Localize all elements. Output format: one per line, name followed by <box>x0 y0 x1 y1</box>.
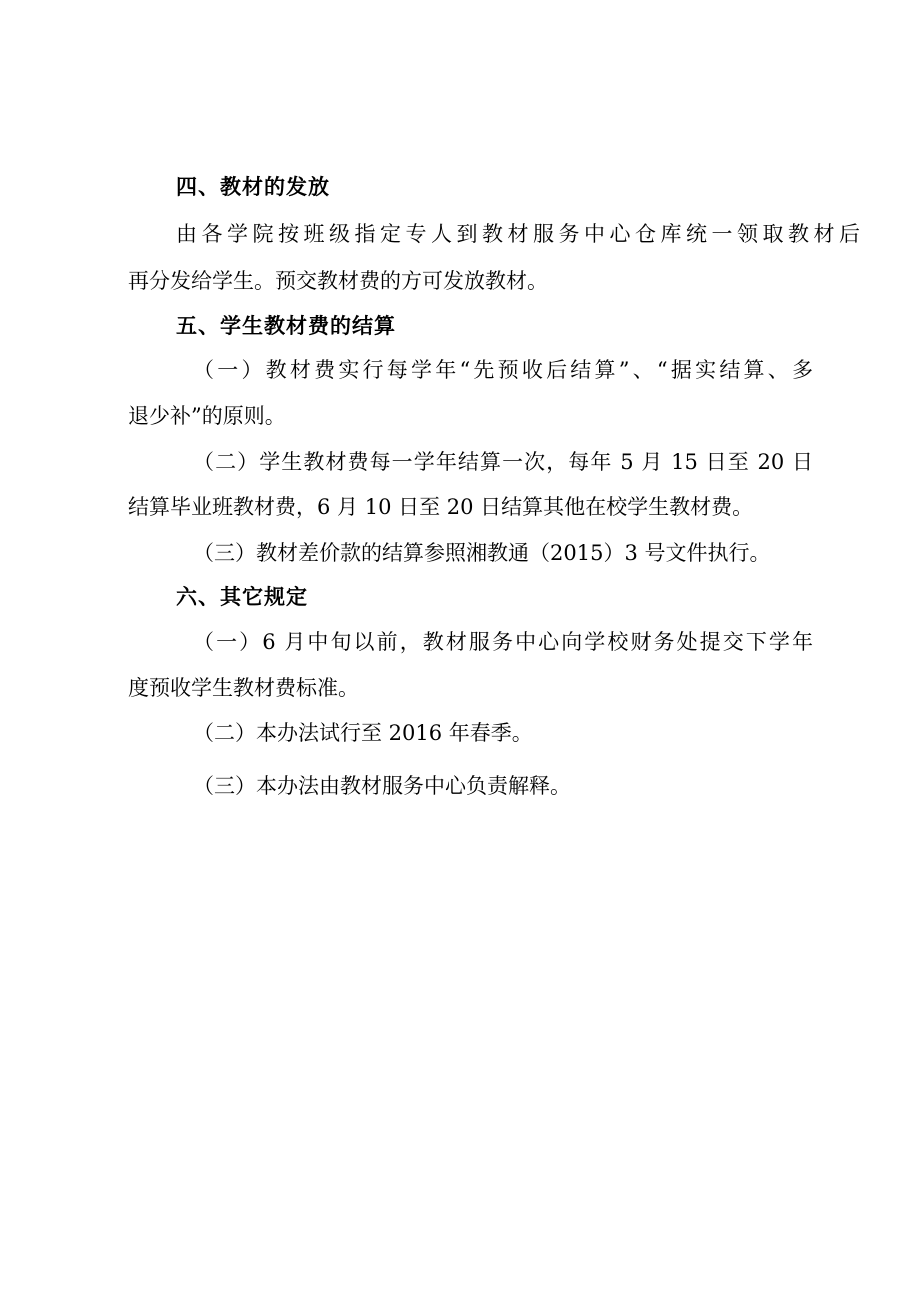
section-heading: 四、教材的发放 <box>176 174 330 199</box>
paragraph-line: （一）6 月中旬以前，教材服务中心向学校财务处提交下学年 <box>193 630 813 654</box>
paragraph-line: 由各学院按班级指定专人到教材服务中心仓库统一领取教材后 <box>176 222 860 246</box>
paragraph-line: （三）教材差价款的结算参照湘教通（2015）3 号文件执行。 <box>193 541 771 565</box>
section-heading: 五、学生教材费的结算 <box>176 313 396 338</box>
paragraph-line: （二）本办法试行至 2016 年春季。 <box>193 721 533 745</box>
paragraph-line: （三）本办法由教材服务中心负责解释。 <box>193 774 571 798</box>
paragraph-line: （一）教材费实行每学年“先预收后结算”、“据实结算、多 <box>193 358 813 382</box>
paragraph-line: 结算毕业班教材费，6 月 10 日至 20 日结算其他在校学生教材费。 <box>128 495 754 519</box>
section-heading: 六、其它规定 <box>176 584 308 609</box>
paragraph-line: 再分发给学生。预交教材费的方可发放教材。 <box>128 269 548 293</box>
paragraph-line: （二）学生教材费每一学年结算一次，每年 5 月 15 日至 20 日 <box>193 450 813 474</box>
paragraph-line: 度预收学生教材费标准。 <box>128 676 359 700</box>
paragraph-line: 退少补”的原则。 <box>128 404 286 428</box>
